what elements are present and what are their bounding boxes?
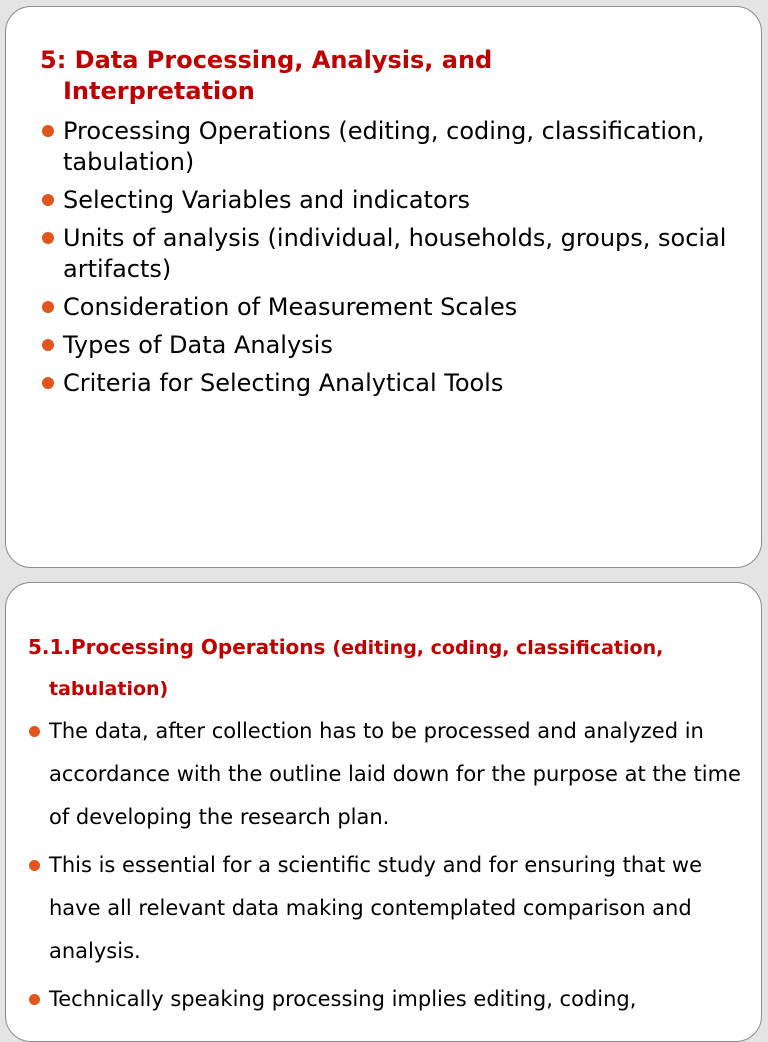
bullet-dot-icon	[42, 194, 54, 206]
bullet-item	[40, 185, 740, 216]
bullet-text: This is essential for a scientific study and for ensuring that we have all relevant data making contemplated comparison and analysis.	[49, 853, 703, 963]
bullet-item	[28, 844, 750, 973]
bullet-text: Types of Data Analysis	[63, 331, 333, 359]
bullet-text: Criteria for Selecting Analytical Tools	[63, 369, 504, 397]
bullet-item	[40, 330, 740, 361]
slide-1	[5, 6, 762, 568]
bullet-text: Processing Operations (editing, coding, classification, tabulation)	[63, 117, 705, 176]
bullet-dot-icon	[42, 125, 54, 137]
slide-2-title	[28, 627, 749, 709]
bullet-dot-icon	[42, 339, 54, 351]
bullet-item	[28, 710, 750, 839]
bullet-item	[40, 116, 740, 178]
bullet-dot-icon	[29, 994, 40, 1005]
bullet-item	[40, 223, 740, 285]
bullet-dot-icon	[42, 377, 54, 389]
slide-2-bullet-list	[28, 710, 750, 1026]
bullet-item	[28, 978, 750, 1021]
slide-2-title-main: 5.1.Processing Operations	[28, 635, 333, 659]
bullet-text: Units of analysis (individual, households, groups, social artifacts)	[63, 224, 727, 283]
bullet-text: Consideration of Measurement Scales	[63, 293, 518, 321]
bullet-text: Technically speaking processing implies editing, coding,	[49, 987, 637, 1011]
bullet-text: Selecting Variables and indicators	[63, 186, 471, 214]
slide-2	[5, 582, 762, 1042]
slide-1-title: 5: Data Processing, Analysis, and Interpretation	[40, 46, 493, 105]
bullet-dot-icon	[42, 232, 54, 244]
bullet-dot-icon	[29, 860, 40, 871]
slide-1-bullet-list	[40, 116, 740, 406]
bullet-item	[40, 292, 740, 323]
slide-2-title-sub: (editing, coding, classification, tabulation)	[49, 637, 664, 700]
bullet-item	[40, 368, 740, 399]
bullet-dot-icon	[42, 301, 54, 313]
bullet-dot-icon	[29, 726, 40, 737]
bullet-text: The data, after collection has to be processed and analyzed in accordance with the outline laid down for the purpose at the time of developing the research plan.	[49, 719, 741, 829]
